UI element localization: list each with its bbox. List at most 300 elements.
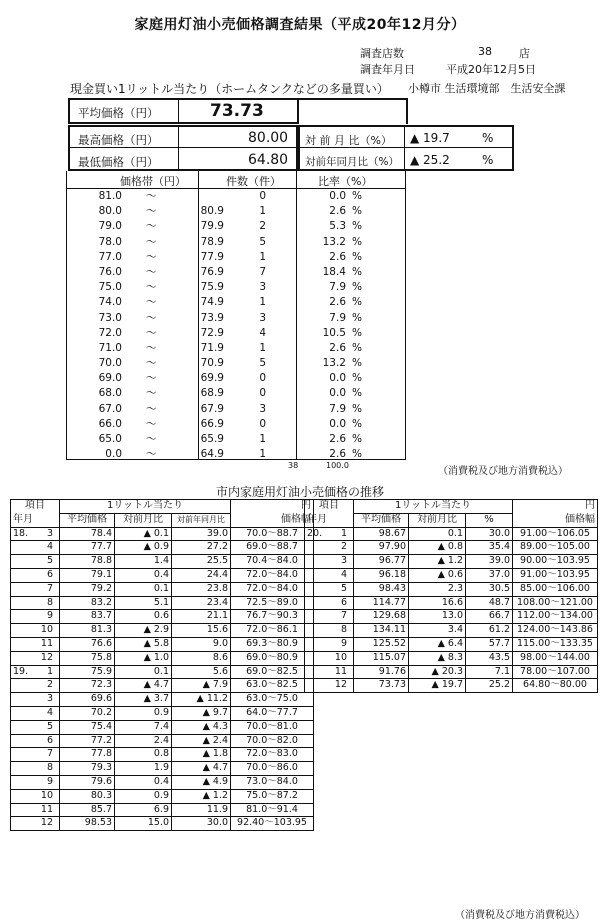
trend-yearmonth [11, 527, 60, 541]
trend-avg: 83.7 [60, 610, 115, 624]
dist-pct-unit: % [352, 250, 362, 263]
dist-row [66, 204, 406, 219]
trend-month: 2 [46, 679, 53, 691]
mom-label: 対 前 月 比（%） [305, 134, 392, 147]
stores-value: 38 [478, 45, 492, 58]
trend-yoy: 7.1 [466, 665, 513, 679]
trend-month: 10 [40, 624, 53, 636]
date-label: 調査年月日 [360, 63, 415, 76]
trend-range: 78.00～107.00 [513, 665, 598, 679]
dist-pct: 2.6 [329, 448, 346, 461]
dist-count: 0 [259, 190, 266, 202]
dist-range-low: 65.0 [98, 433, 122, 445]
average-box-extension [298, 98, 408, 124]
trend-mom: 0.6 [115, 610, 172, 624]
trend-range: 89.00～105.00 [513, 541, 598, 555]
trend-yoy: ▲ 2.4 [172, 734, 231, 748]
trend-avg: 77.8 [60, 748, 115, 762]
dist-pct-unit: % [352, 433, 362, 445]
trend-yoy: 61.2 [466, 624, 513, 638]
trend-month: 3 [46, 527, 53, 539]
trend-yoy: 25.2 [466, 679, 513, 693]
dist-range-high: 78.9 [200, 235, 224, 248]
trend-range: 108.00～121.00 [513, 596, 598, 610]
trend-yearmonth [305, 568, 354, 582]
trend-range: 72.5～89.0 [231, 596, 314, 610]
trend-month: 7 [46, 582, 53, 594]
trend-yearmonth [11, 610, 60, 624]
trend-row [11, 610, 314, 624]
trend-range: 98.00～144.00 [513, 651, 598, 665]
trend-yearmonth [11, 596, 60, 610]
dist-pct-unit: % [352, 296, 362, 309]
dist-range-high: 75.9 [200, 281, 224, 294]
dist-header-ratio: 比率（%） [318, 175, 373, 188]
dist-pct: 0.0 [329, 417, 346, 430]
trend-yoy: ▲ 11.2 [172, 693, 231, 707]
trend-row [11, 582, 314, 596]
trend-month: 5 [46, 555, 53, 567]
trend-range: 69.0～82.5 [231, 665, 314, 679]
h-mom: 対前月比 [115, 513, 172, 527]
min-value: 64.80 [248, 152, 289, 168]
trend-yoy: ▲ 4.3 [172, 720, 231, 734]
trend-range: 69.0～88.7 [231, 541, 314, 555]
trend-yoy: 23.4 [172, 596, 231, 610]
average-value: 73.73 [210, 101, 264, 121]
trend-month: 1 [46, 665, 53, 677]
trend-mom: 6.9 [115, 803, 172, 817]
dist-range-high: 76.9 [200, 265, 224, 278]
h-range: 価格幅 [231, 513, 314, 527]
trend-yoy: 8.6 [172, 651, 231, 665]
h-yoy: 対前年同月比 [172, 513, 231, 527]
trend-month: 9 [46, 775, 53, 787]
trend-yoy: 66.7 [466, 610, 513, 624]
trend-range: 69.3～80.9 [231, 637, 314, 651]
dist-row [66, 356, 406, 371]
trend-range: 112.00～134.00 [513, 610, 598, 624]
trend-row [11, 651, 314, 665]
dist-pct-unit: % [352, 326, 362, 339]
h-item: 項目 [11, 500, 60, 514]
trend-range: 64.80～80.00 [513, 679, 598, 693]
trend-yearmonth [305, 651, 354, 665]
mom-unit: % [482, 131, 494, 145]
trend-avg: 79.3 [60, 762, 115, 776]
trend-yearmonth [11, 775, 60, 789]
trend-mom: ▲ 6.4 [409, 637, 466, 651]
tax-note-bottom: （消費税及び地方消費税込） [455, 910, 585, 921]
dist-row [66, 189, 406, 204]
dist-tilde: ～ [146, 326, 157, 339]
trend-avg: 78.8 [60, 555, 115, 569]
trend-row [11, 693, 314, 707]
trend-yearmonth [305, 637, 354, 651]
trend-range: 115.00～133.35 [513, 637, 598, 651]
trend-month: 6 [340, 596, 347, 608]
h-mom: 対前月比 [409, 513, 466, 527]
dist-range-low: 76.0 [98, 265, 122, 278]
trend-mom: 5.1 [115, 596, 172, 610]
dist-row [66, 235, 406, 250]
trend-mom: 2.3 [409, 582, 466, 596]
trend-yearmonth [11, 789, 60, 803]
trend-avg: 98.43 [354, 582, 409, 596]
dist-count: 1 [259, 433, 266, 445]
trend-row [11, 817, 314, 831]
trend-avg: 75.8 [60, 651, 115, 665]
trend-row [11, 568, 314, 582]
average-label: 平均価格（円） [78, 106, 159, 120]
yoy-unit: % [482, 153, 494, 167]
trend-mom: ▲ 4.7 [115, 679, 172, 693]
trend-yoy: 39.0 [466, 555, 513, 569]
trend-avg: 97.90 [354, 541, 409, 555]
trend-month: 8 [340, 624, 347, 636]
trend-row [11, 748, 314, 762]
trend-table-right [304, 499, 598, 693]
trend-row [11, 734, 314, 748]
dist-pct: 0.0 [329, 190, 346, 202]
trend-month: 3 [340, 555, 347, 567]
trend-yearmonth [305, 624, 354, 638]
trend-range: 72.0～84.0 [231, 582, 314, 596]
trend-avg: 73.73 [354, 679, 409, 693]
dist-tilde: ～ [146, 190, 157, 202]
dist-tilde: ～ [146, 357, 157, 370]
dist-pct-unit: % [352, 205, 362, 218]
dist-pct: 7.9 [329, 281, 346, 294]
dist-header-count: 件数（件） [226, 175, 281, 188]
trend-yearmonth [11, 555, 60, 569]
dist-row [66, 417, 406, 432]
trend-yoy: 39.0 [172, 527, 231, 541]
dist-range-high: 73.9 [200, 311, 224, 324]
h-item: 項目 [305, 500, 354, 514]
dist-pct-unit: % [352, 281, 362, 294]
trend-range: 91.00～103.95 [513, 568, 598, 582]
dist-range-low: 79.0 [98, 220, 122, 233]
dist-range-high: 64.9 [200, 448, 224, 461]
h-pct: % [466, 513, 513, 527]
trend-range: 73.0～84.0 [231, 775, 314, 789]
trend-year: 18. [13, 527, 29, 539]
trend-avg: 69.6 [60, 693, 115, 707]
trend-yoy: 25.5 [172, 555, 231, 569]
stores-unit: 店 [519, 47, 530, 60]
trend-yearmonth [11, 734, 60, 748]
trend-yearmonth [11, 748, 60, 762]
dist-range-high: 71.9 [200, 341, 224, 354]
dist-pct-unit: % [352, 357, 362, 370]
trend-mom: ▲ 0.1 [115, 527, 172, 541]
trend-month: 1 [340, 527, 347, 539]
ratio-box [298, 125, 514, 171]
dist-tilde: ～ [146, 433, 157, 445]
trend-avg: 91.76 [354, 665, 409, 679]
trend-yoy: 23.8 [172, 582, 231, 596]
dist-count: 2 [259, 220, 266, 233]
trend-mom: 1.9 [115, 762, 172, 776]
dist-pct-unit: % [352, 417, 362, 430]
trend-yearmonth [11, 624, 60, 638]
trend-range: 64.0～77.7 [231, 706, 314, 720]
trend-avg: 96.18 [354, 568, 409, 582]
subtitle: 現金買い1リットル当たり（ホームタンクなどの多量買い） [70, 82, 389, 96]
trend-row [11, 555, 314, 569]
dist-range-high: 65.9 [200, 433, 224, 445]
trend-yoy: ▲ 9.7 [172, 706, 231, 720]
dist-range-low: 72.0 [98, 326, 122, 339]
dist-count: 4 [259, 326, 266, 339]
trend-yoy: 43.5 [466, 651, 513, 665]
trend-row [11, 762, 314, 776]
dist-pct: 0.0 [329, 387, 346, 400]
average-box [68, 98, 299, 124]
dist-count: 3 [259, 281, 266, 294]
trend-avg: 79.1 [60, 568, 115, 582]
trend-mom: 0.1 [115, 665, 172, 679]
trend-yearmonth [11, 817, 60, 831]
trend-month: 10 [40, 789, 53, 801]
dist-tilde: ～ [146, 281, 157, 294]
trend-yoy: 21.1 [172, 610, 231, 624]
trend-avg: 80.3 [60, 789, 115, 803]
trend-year: 20. [307, 527, 323, 539]
dist-pct: 0.0 [329, 372, 346, 385]
dist-count: 5 [259, 357, 266, 370]
dist-row [66, 311, 406, 326]
trend-yearmonth [11, 665, 60, 679]
dist-tilde: ～ [146, 402, 157, 415]
max-min-box [68, 125, 298, 171]
trend-yearmonth [305, 541, 354, 555]
trend-avg: 98.53 [60, 817, 115, 831]
trend-month: 12 [334, 679, 347, 691]
h-yen: 円 [513, 500, 598, 514]
trend-mom: ▲ 3.7 [115, 693, 172, 707]
dist-range-high: 77.9 [200, 250, 224, 263]
trend-avg: 85.7 [60, 803, 115, 817]
min-label: 最低価格（円） [78, 155, 159, 169]
dist-range-low: 66.0 [98, 417, 122, 430]
trend-yearmonth [11, 582, 60, 596]
trend-range: 70.0～88.7 [231, 527, 314, 541]
trend-mom: 0.1 [115, 582, 172, 596]
trend-row [11, 541, 314, 555]
trend-yoy: ▲ 1.8 [172, 748, 231, 762]
trend-avg: 75.4 [60, 720, 115, 734]
dist-row [66, 341, 406, 356]
dist-range-high: 68.9 [200, 387, 224, 400]
trend-avg: 79.2 [60, 582, 115, 596]
dist-pct: 2.6 [329, 433, 346, 445]
trend-row [11, 665, 314, 679]
dist-total-pct: 100.0 [326, 461, 349, 470]
dist-count: 7 [259, 265, 266, 278]
trend-range: 70.4～84.0 [231, 555, 314, 569]
trend-yearmonth [11, 637, 60, 651]
dist-row [66, 386, 406, 401]
trend-mom: ▲ 20.3 [409, 665, 466, 679]
trend-month: 9 [340, 637, 347, 649]
dist-pct: 5.3 [329, 220, 346, 233]
trend-row [11, 624, 314, 638]
trend-range: 75.0～87.2 [231, 789, 314, 803]
dist-count: 1 [259, 250, 266, 263]
divider [404, 127, 405, 169]
trend-month: 4 [340, 568, 347, 580]
dist-pct-unit: % [352, 402, 362, 415]
page-title: 家庭用灯油小売価格調査結果（平成20年12月分） [134, 17, 466, 33]
trend-avg: 81.3 [60, 624, 115, 638]
trend-mom: ▲ 8.3 [409, 651, 466, 665]
trend-table-left [10, 499, 314, 831]
trend-yoy: 9.0 [172, 637, 231, 651]
dist-tilde: ～ [146, 417, 157, 430]
trend-row [11, 720, 314, 734]
trend-avg: 83.2 [60, 596, 115, 610]
trend-mom: 0.8 [115, 748, 172, 762]
trend-mom: 0.4 [115, 568, 172, 582]
trend-row [305, 527, 598, 541]
dist-range-low: 73.0 [98, 311, 122, 324]
dist-pct-unit: % [352, 372, 362, 385]
dist-range-low: 81.0 [98, 190, 122, 202]
trend-month: 8 [46, 596, 53, 608]
trend-range: 72.0～86.1 [231, 624, 314, 638]
trend-range: 70.0～82.0 [231, 734, 314, 748]
trend-row [305, 624, 598, 638]
dist-range-low: 67.0 [98, 402, 122, 415]
dist-tilde: ～ [146, 296, 157, 309]
trend-month: 6 [46, 568, 53, 580]
dist-pct: 10.5 [322, 326, 346, 339]
trend-month: 6 [46, 734, 53, 746]
dist-row [66, 432, 406, 447]
trend-yearmonth [305, 582, 354, 596]
trend-mom: 3.4 [409, 624, 466, 638]
trend-range: 85.00～106.00 [513, 582, 598, 596]
trend-row [305, 555, 598, 569]
trend-month: 9 [46, 610, 53, 622]
stores-label: 調査店数 [360, 47, 404, 60]
trend-mom: ▲ 2.9 [115, 624, 172, 638]
dist-pct-unit: % [352, 341, 362, 354]
trend-avg: 98.67 [354, 527, 409, 541]
trend-yoy: 11.9 [172, 803, 231, 817]
dist-pct: 7.9 [329, 311, 346, 324]
dist-range-high: 70.9 [200, 357, 224, 370]
divider [178, 100, 179, 122]
trend-mom: ▲ 0.6 [409, 568, 466, 582]
trend-month: 7 [46, 748, 53, 760]
trend-month: 11 [40, 637, 53, 649]
trend-range: 81.0～91.4 [231, 803, 314, 817]
divider [178, 127, 179, 169]
trend-yearmonth [305, 555, 354, 569]
dist-tilde: ～ [146, 387, 157, 400]
trend-mom: ▲ 1.2 [409, 555, 466, 569]
trend-yearmonth [305, 610, 354, 624]
trend-range: 70.0～86.0 [231, 762, 314, 776]
trend-right-wrap [304, 499, 598, 693]
dist-count: 0 [259, 372, 266, 385]
dist-range-high: 79.9 [200, 220, 224, 233]
yoy-value: ▲ 25.2 [410, 153, 450, 167]
trend-yoy: 15.6 [172, 624, 231, 638]
h-avg: 平均価格 [354, 513, 409, 527]
dist-pct-unit: % [352, 190, 362, 202]
trend-yearmonth [11, 706, 60, 720]
trend-row [305, 596, 598, 610]
trend-row [305, 582, 598, 596]
trend-left-wrap [10, 499, 314, 831]
trend-yoy: 57.7 [466, 637, 513, 651]
h-yearmonth: 年月 [305, 513, 354, 527]
dist-count: 1 [259, 205, 266, 218]
trend-range: 63.0～82.5 [231, 679, 314, 693]
trend-avg: 70.2 [60, 706, 115, 720]
dist-pct: 2.6 [329, 250, 346, 263]
dist-pct-unit: % [352, 220, 362, 233]
dist-range-high: 67.9 [200, 402, 224, 415]
dist-total-count: 38 [288, 461, 299, 470]
dist-row [66, 402, 406, 417]
dist-pct: 2.6 [329, 341, 346, 354]
dist-range-low: 71.0 [98, 341, 122, 354]
trend-row [11, 775, 314, 789]
distribution-rows [66, 189, 406, 462]
dist-range-high: 80.9 [200, 205, 224, 218]
trend-month: 4 [46, 706, 53, 718]
trend-row [11, 596, 314, 610]
department: 小樽市 生活環境部 生活安全課 [408, 82, 566, 95]
trend-range: 69.0～80.9 [231, 651, 314, 665]
trend-row [305, 679, 598, 693]
trend-mom: 13.0 [409, 610, 466, 624]
trend-mom: ▲ 1.0 [115, 651, 172, 665]
trend-mom: 7.4 [115, 720, 172, 734]
dist-row [66, 295, 406, 310]
trend-row [11, 679, 314, 693]
trend-row [305, 568, 598, 582]
yoy-label: 対前年同月比（%） [305, 156, 399, 168]
trend-month: 3 [46, 693, 53, 705]
h-per-liter: 1リットル当たり [354, 500, 513, 514]
dist-tilde: ～ [146, 311, 157, 324]
trend-yearmonth [11, 651, 60, 665]
trend-month: 4 [46, 541, 53, 553]
dist-pct: 13.2 [322, 357, 346, 370]
dist-tilde: ～ [146, 220, 157, 233]
trend-yearmonth [11, 679, 60, 693]
trend-mom: 0.9 [115, 706, 172, 720]
dist-tilde: ～ [146, 341, 157, 354]
trend-month: 12 [40, 651, 53, 663]
trend-mom: 15.0 [115, 817, 172, 831]
trend-yoy: ▲ 7.9 [172, 679, 231, 693]
h-avg: 平均価格 [60, 513, 115, 527]
dist-pct: 18.4 [322, 265, 346, 278]
dist-count: 3 [259, 311, 266, 324]
trend-yearmonth [11, 693, 60, 707]
dist-tilde: ～ [146, 265, 157, 278]
trend-mom: ▲ 0.8 [409, 541, 466, 555]
dist-tilde: ～ [146, 250, 157, 263]
trend-month: 2 [340, 541, 347, 553]
